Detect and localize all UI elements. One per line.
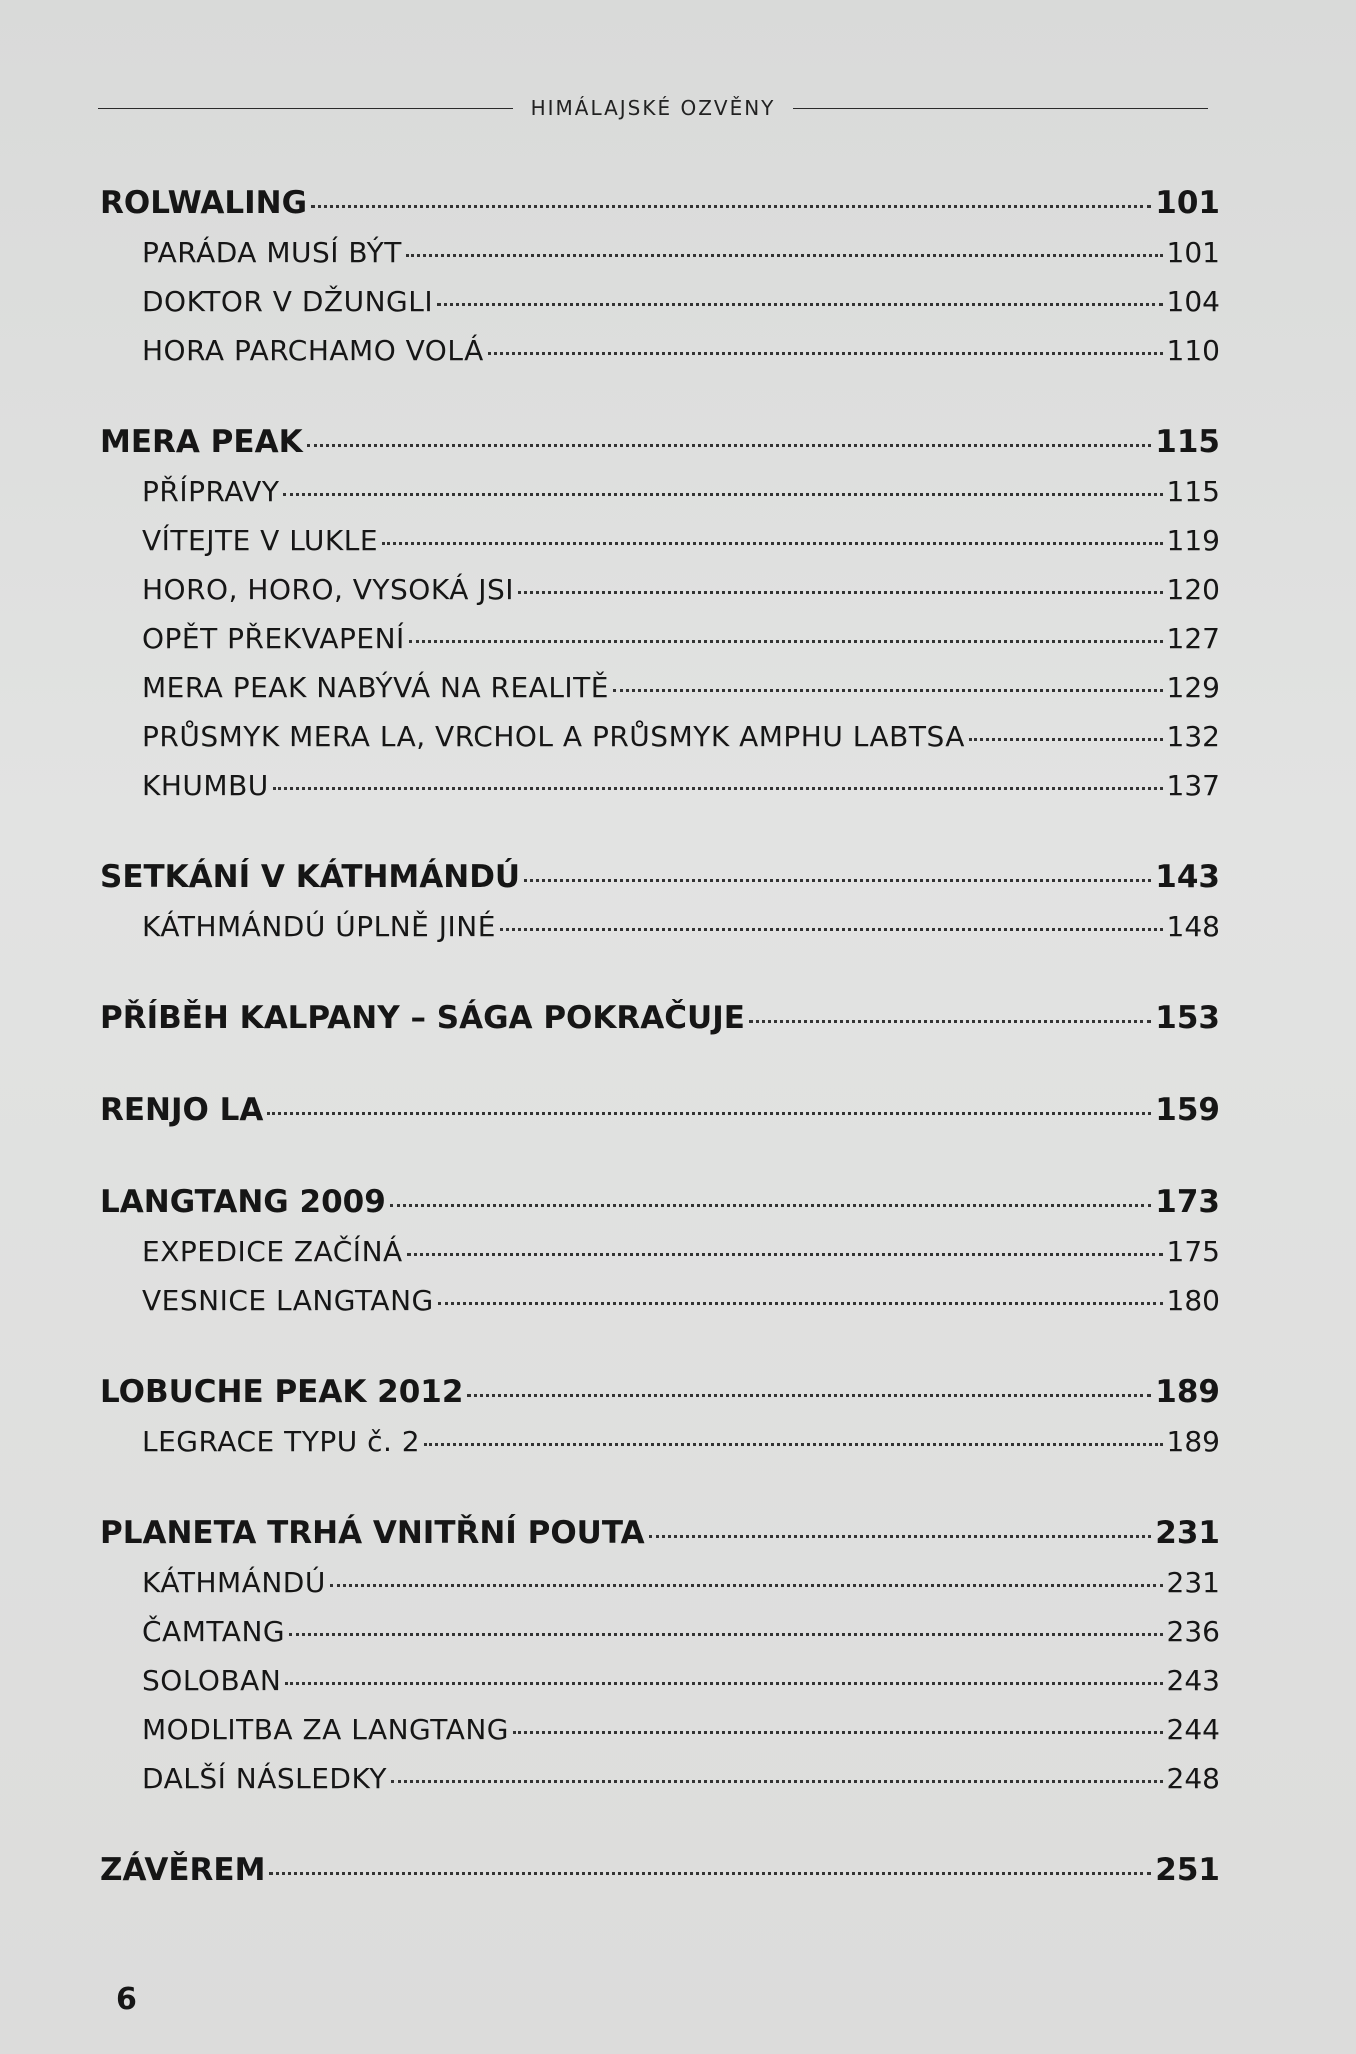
toc-section <box>100 1367 1220 1466</box>
toc-page-number: 115 <box>1155 424 1220 460</box>
toc-page-number: 115 <box>1166 475 1220 508</box>
toc-entry-title: KÁTHMÁNDÚ ÚPLNĚ JINÉ <box>142 910 496 943</box>
toc-entry-title: VESNICE LANGTANG <box>142 1284 434 1317</box>
toc-section <box>100 178 1220 375</box>
toc-subentry <box>100 1754 1220 1803</box>
toc-entry-title: LANGTANG 2009 <box>100 1184 386 1220</box>
toc-chapter <box>100 1367 1220 1417</box>
toc-entry-title: PŘÍPRAVY <box>142 475 280 508</box>
dot-leader <box>749 1020 1151 1023</box>
toc-chapter <box>100 178 1220 228</box>
toc-page-number: 175 <box>1166 1235 1220 1268</box>
toc-subentry <box>100 712 1220 761</box>
dot-leader <box>269 1872 1151 1875</box>
toc-chapter <box>100 417 1220 467</box>
toc-entry-title: LOBUCHE PEAK 2012 <box>100 1374 464 1410</box>
toc-subentry <box>100 326 1220 375</box>
toc-page-number: 236 <box>1166 1615 1220 1648</box>
dot-leader <box>289 1633 1162 1636</box>
toc-subentry <box>100 467 1220 516</box>
dot-leader <box>406 254 1163 257</box>
toc-entry-title: HORO, HORO, VYSOKÁ JSI <box>142 573 515 606</box>
toc-subentry <box>100 1276 1220 1325</box>
toc-chapter <box>100 1085 1220 1135</box>
toc-entry-title: LEGRACE TYPU č. 2 <box>142 1425 421 1458</box>
toc-entry-title: ZÁVĚREM <box>100 1852 266 1888</box>
toc-subentry <box>100 614 1220 663</box>
dot-leader <box>311 205 1151 208</box>
toc-entry-title: SETKÁNÍ V KÁTHMÁNDÚ <box>100 859 521 895</box>
toc-page-number: 127 <box>1166 622 1220 655</box>
toc-page-number: 243 <box>1166 1664 1220 1697</box>
toc-page-number: 137 <box>1166 769 1220 802</box>
toc-page-number: 248 <box>1166 1762 1220 1795</box>
running-head-title: HIMÁLAJSKÉ OZVĚNY <box>530 96 776 120</box>
toc-page-number: 132 <box>1166 720 1220 753</box>
toc-subentry <box>100 1558 1220 1607</box>
toc-entry-title: ROLWALING <box>100 185 308 221</box>
toc-chapter <box>100 852 1220 902</box>
toc-section <box>100 417 1220 810</box>
dot-leader <box>307 444 1152 447</box>
toc-subentry <box>100 565 1220 614</box>
dot-leader <box>283 493 1162 496</box>
toc-section <box>100 993 1220 1043</box>
toc-subentry <box>100 1705 1220 1754</box>
toc-chapter <box>100 1177 1220 1227</box>
dot-leader <box>513 1731 1163 1734</box>
toc-entry-title: PARÁDA MUSÍ BÝT <box>142 236 402 269</box>
toc-subentry <box>100 663 1220 712</box>
toc-page-number: 231 <box>1155 1515 1220 1551</box>
toc-page-number: 119 <box>1166 524 1220 557</box>
toc-entry-title: PRŮSMYK MERA LA, VRCHOL A PRŮSMYK AMPHU LABTSA <box>142 720 965 753</box>
dot-leader <box>382 542 1162 545</box>
dot-leader <box>330 1584 1163 1587</box>
toc-page-number: 143 <box>1155 859 1220 895</box>
toc-page-number: 129 <box>1166 671 1220 704</box>
toc-page-number: 101 <box>1155 185 1220 221</box>
dot-leader <box>649 1535 1152 1538</box>
dot-leader <box>969 738 1163 741</box>
dot-leader <box>273 787 1163 790</box>
dot-leader <box>613 689 1163 692</box>
toc-subentry <box>100 1417 1220 1466</box>
dot-leader <box>467 1394 1151 1397</box>
dot-leader <box>438 1302 1163 1305</box>
toc-entry-title: VÍTEJTE V LUKLE <box>142 524 379 557</box>
toc-page-number: 244 <box>1166 1713 1220 1746</box>
toc-page-number: 101 <box>1166 236 1220 269</box>
toc-entry-title: MERA PEAK NABÝVÁ NA REALITĚ <box>142 671 609 704</box>
dot-leader <box>407 1253 1163 1256</box>
toc-entry-title: OPĚT PŘEKVAPENÍ <box>142 622 405 655</box>
toc-chapter <box>100 1845 1220 1895</box>
toc-section <box>100 1177 1220 1325</box>
toc-page-number: 110 <box>1166 334 1220 367</box>
toc-entry-title: DALŠÍ NÁSLEDKY <box>142 1762 387 1795</box>
toc-entry-title: HORA PARCHAMO VOLÁ <box>142 334 484 367</box>
toc-subentry <box>100 228 1220 277</box>
dot-leader <box>391 1780 1163 1783</box>
toc-page-number: 251 <box>1155 1852 1220 1888</box>
toc-subentry <box>100 761 1220 810</box>
page-number: 6 <box>116 1982 137 2017</box>
dot-leader <box>488 352 1163 355</box>
dot-leader <box>409 640 1163 643</box>
toc-entry-title: PŘÍBĚH KALPANY – SÁGA POKRAČUJE <box>100 1000 745 1036</box>
toc-chapter <box>100 993 1220 1043</box>
toc-page-number: 231 <box>1166 1566 1220 1599</box>
table-of-contents <box>100 178 1220 1937</box>
toc-entry-title: PLANETA TRHÁ VNITŘNÍ POUTA <box>100 1515 645 1551</box>
toc-page-number: 189 <box>1155 1374 1220 1410</box>
toc-subentry <box>100 516 1220 565</box>
toc-entry-title: MODLITBA ZA LANGTANG <box>142 1713 509 1746</box>
toc-page-number: 148 <box>1166 910 1220 943</box>
header-rule-left <box>98 108 513 109</box>
toc-section <box>100 852 1220 951</box>
dot-leader <box>390 1204 1152 1207</box>
toc-subentry <box>100 277 1220 326</box>
toc-chapter <box>100 1508 1220 1558</box>
toc-entry-title: RENJO LA <box>100 1092 264 1128</box>
dot-leader <box>500 928 1163 931</box>
toc-section <box>100 1085 1220 1135</box>
toc-page-number: 189 <box>1166 1425 1220 1458</box>
toc-entry-title: KÁTHMÁNDÚ <box>142 1566 326 1599</box>
toc-subentry <box>100 1227 1220 1276</box>
toc-page-number: 120 <box>1166 573 1220 606</box>
toc-entry-title: DOKTOR V DŽUNGLI <box>142 285 434 318</box>
dot-leader <box>424 1443 1162 1446</box>
dot-leader <box>285 1682 1162 1685</box>
running-head <box>98 96 1208 120</box>
toc-page-number: 159 <box>1155 1092 1220 1128</box>
toc-entry-title: ČAMTANG <box>142 1615 286 1648</box>
toc-section <box>100 1508 1220 1803</box>
header-rule-right <box>793 108 1208 109</box>
dot-leader <box>437 303 1162 306</box>
toc-subentry <box>100 902 1220 951</box>
toc-entry-title: KHUMBU <box>142 769 269 802</box>
toc-entry-title: EXPEDICE ZAČÍNÁ <box>142 1235 403 1268</box>
toc-page-number: 153 <box>1155 1000 1220 1036</box>
toc-page-number: 180 <box>1166 1284 1220 1317</box>
dot-leader <box>524 879 1151 882</box>
toc-page-number: 104 <box>1166 285 1220 318</box>
toc-entry-title: MERA PEAK <box>100 424 303 460</box>
toc-section <box>100 1845 1220 1895</box>
toc-page-number: 173 <box>1155 1184 1220 1220</box>
toc-entry-title: SOLOBAN <box>142 1664 282 1697</box>
toc-subentry <box>100 1656 1220 1705</box>
dot-leader <box>518 591 1162 594</box>
toc-subentry <box>100 1607 1220 1656</box>
dot-leader <box>267 1112 1151 1115</box>
